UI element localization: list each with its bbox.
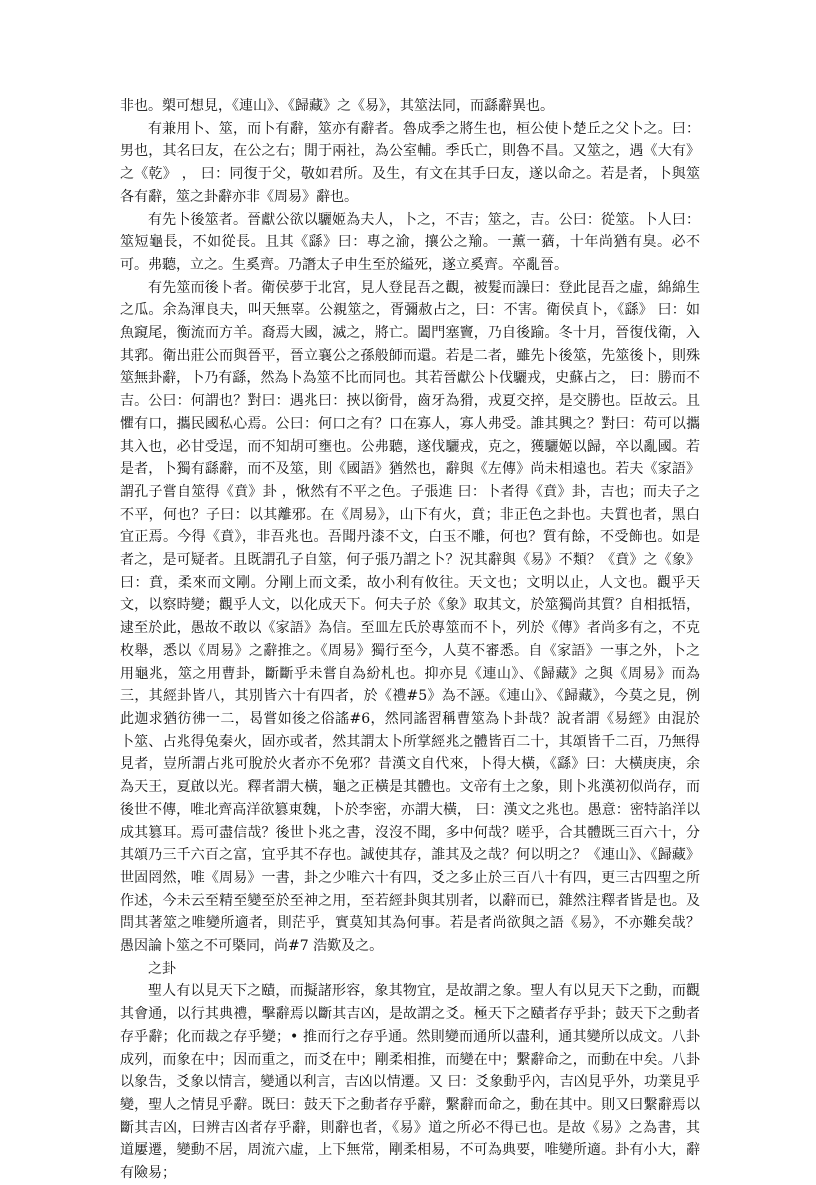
- paragraph-3: 有先卜後筮者。晉獻公欲以驪姬為夫人，卜之，不吉；筮之，吉。公曰：從筮。卜人曰：筮短龜長，不如從長。且其《繇》曰：專之渝，攘公之羭。一薰一蕕，十年尚猶有臭。必不可。弗聽，立之。生奚齊。乃譖太子申生至於縊死，遂立奚齊。卒亂晉。: [120, 211, 700, 273]
- section-heading: 之卦: [148, 960, 176, 977]
- paragraph-2: 有兼用卜、筮，而卜有辭，筮亦有辭者。魯成季之將生也，桓公使卜楚丘之父卜之。曰：男也，其名曰友，在公之右；閒于兩社，為公室輔。季氏亡，則魯不昌。又筮之，遇《大有》之《乾》 ， 曰：同復于父，敬如君所。及生，有文在其手曰友，遂以命之。若是者，卜與筮各有辭，筮之卦辭亦非《周易》辭也。: [120, 120, 700, 205]
- document-page: [120, 95, 700, 1185]
- paragraph-4: 有先筮而後卜者。衛侯夢于北宮，見人登昆吾之觀，被髮而譟曰：登此昆吾之虛，綿綿生之瓜。余為渾良夫，叫天無辜。公親筮之，胥彌赦占之，曰：不害。衛侯貞卜，《繇》 曰：如魚竀尾，衡流而方羊。裔焉大國，滅之，將亡。闔門塞竇，乃自後踰。冬十月，晉復伐衛，入其郛。衛出莊公而與晉平，晉立襄公之孫般師而還。若是二者，雖先卜後筮，先筮後卜，則殊筮無卦辭，卜乃有繇，然為卜為筮不比而同也。其若晉獻公卜伐驪戎，史蘇占之， 曰：勝而不吉。公曰：何謂也？對曰：遇兆曰：挾以銜骨，齒牙為猾，戎夏交捽，是交勝也。臣故云。且懼有口，攜民國私心焉。公曰：何口之有？口在寡人，寡人弗受。誰其興之？對曰：苟可以攜其入也，必甘受逞，而不知胡可壅也。公弗聽，遂伐驪戎，克之，獲驪姬以歸，卒以亂國。若是者，卜獨有繇辭，而不及筮，則《國語》猶然也，辭與《左傳》尚未相遠也。若夫《家語》謂孔子嘗自筮得《賁》卦 ，愀然有不平之色。子張進 曰：卜者得《賁》卦，吉也；而夫子之不平，何也？子曰：以其離邪。在《周易》，山下有火，賁；非正色之卦也。夫質也者，黑白宜正焉。今得《賁》，非吾兆也。吾聞丹漆不文，白玉不雕，何也？質有餘，不受飾也。如是者之，是可疑者。且既謂孔子自筮，何子張乃謂之卜？況其辭與《易》不類？《賁》之《象》 曰：賁，柔來而文剛。分剛上而文柔，故小利有攸往。天文也；文明以止，人文也。觀乎天文，以察時變；觀乎人文，以化成天下。何夫子於《象》取其文，於筮獨尚其質？自相抵牾，逮至於此，愚故不敢以《家語》為信。至皿左氏於專筮而不卜，列於《傳》者尚多有之，不克枚舉，悉以《周易》之辭推之。《周易》獨行至今，人莫不審悉。自《家語》一事之外，卜之用龜兆，筮之用曹卦，斷斷乎未嘗自為紛札也。抑亦見《連山》、《歸藏》之與《周易》而為三，其經卦皆八，其別皆六十有四者，於《禮#5》為不誣。《連山》、《歸藏》，今莫之見，例此迦求猶彷彿一二，曷嘗如後之俗謠#6，然同謠習稱曹筮為卜卦哉？說者謂《易經》由混於卜筮、占兆得兔秦火，固亦或者，然其謂太卜所掌經兆之體皆百二十，其頌皆千二百，乃無得見者，豈所謂占兆可脫於火者亦不免邪？昔漢文自代來，卜得大橫，《繇》曰：大橫庚庚，余為天王，夏啟以光。釋者謂大橫，龜之正橫是其體也。文帝有土之象，則卜兆漢初似尚存，而後世不傳，唯北齊高洋欲篡東魏，卜於李密，亦謂大橫， 曰：漢文之兆也。愚意：密特諂洋以成其篡耳。焉可盡信哉？後世卜兆之書，沒沒不聞，多中何哉？嗟乎，合其體既三百六十，分其頌乃三千六百之富，宜乎其不存也。誠使其存，誰其及之哉？何以明之？《連山》、《歸藏》世固罔然，唯《周易》一書，卦之少唯六十有四，爻之多止於三百八十有四，更三古四聖之所作述，今未云至精至變至於至神之用，至若經卦與其別者，以辭而已，雜然注釋者皆是也。及問其著筮之唯變所適者，則茫乎，實莫知其為何事。若是者尚欲與之語《易》，不亦難矣哉？愚因論卜筮之不可槩同，尚#7 浩歎及之。: [120, 279, 700, 955]
- paragraph-5: 聖人有以見天下之賾，而擬諸形容，象其物宜，是故謂之象。聖人有以見天下之動，而觀其會通，以行其典禮，擊辭焉以斷其吉凶，是故謂之爻。極天下之賾者存乎卦；鼓天下之動者存乎辭；化而裁之存乎變；• 推而行之存乎通。然則變而通所以盡利，通其變所以成文。八卦成列，而象在中；因而重之，而爻在中；剛柔相推，而變在中；繫辭命之，而動在中矣。八卦以象告，爻象以情言，變通以利言，吉凶以情遷。又 曰：爻象動乎內，吉凶見乎外，功業見乎變，聖人之情見乎辭。既曰：鼓天下之動者存乎辭，繫辭而命之，動在其中。則又曰繫辭焉以斷其吉凶，曰辨吉凶者存乎辭，則辭也者，《易》道之所必不得已也。是故《易》之為書，其道屢遷，變動不居，周流六虛，上下無常，剛柔相易，不可為典要，唯變所適。卦有小大，辭有險易；: [120, 983, 700, 1182]
- paragraph-1: 非也。槊可想見，《連山》、《歸藏》之《易》，其筮法同，而繇辭異也。: [120, 98, 554, 114]
